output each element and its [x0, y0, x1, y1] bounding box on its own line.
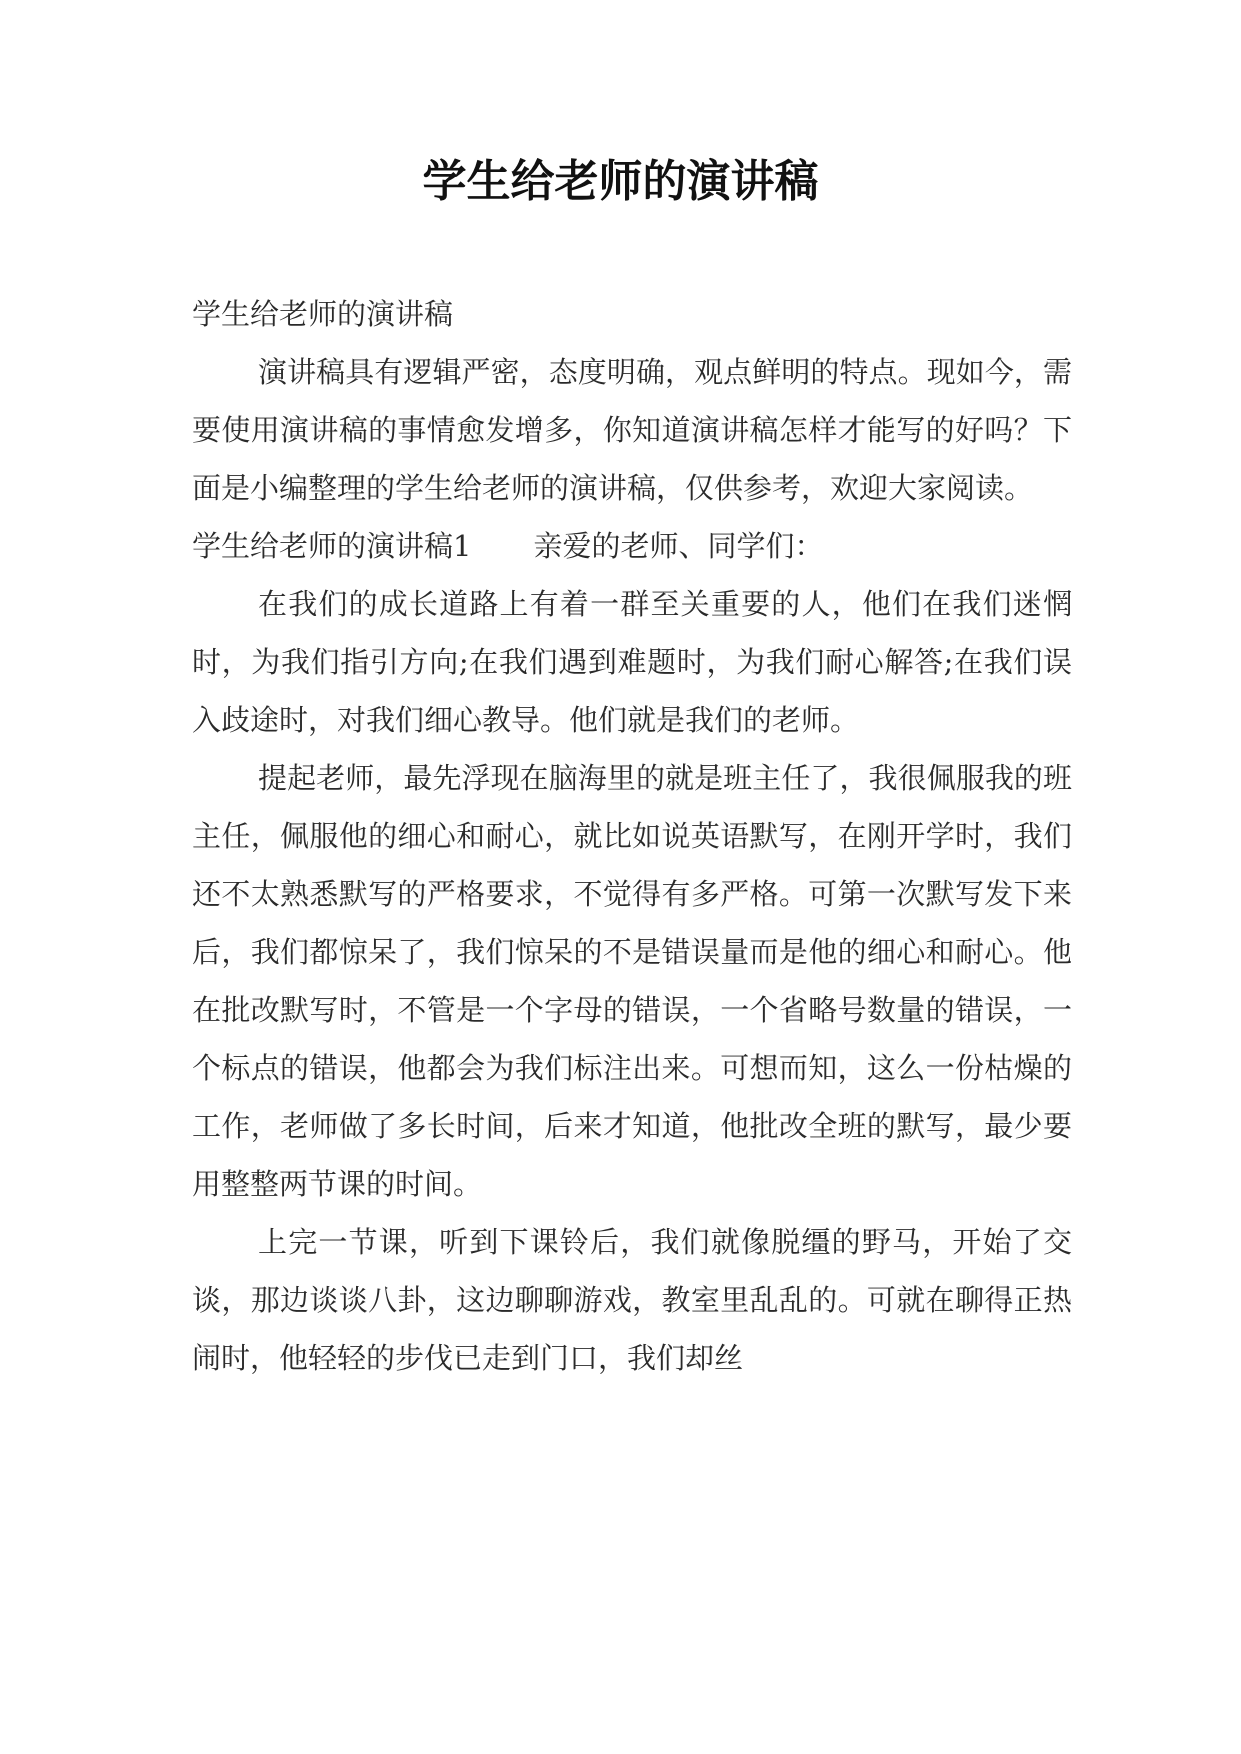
body-paragraph: 提起老师，最先浮现在脑海里的就是班主任了，我很佩服我的班主任，佩服他的细心和耐心，就比如说英语默写，在刚开学时，我们还不太熟悉默写的严格要求，不觉得有多严格。可第一次默写发下来后，我们都惊呆了，我们惊呆的不是错误量而是他的细心和耐心。他在批改默写时，不管是一个字母的错误，一个省略号数量的错误，一个标点的错误，他都会为我们标注出来。可想而知，这么一份枯燥的工作，老师做了多长时间，后来才知道，他批改全班的默写，最少要用整整两节课的时间。	[192, 761, 1072, 1201]
intro-paragraph: 演讲稿具有逻辑严密，态度明确，观点鲜明的特点。现如今，需要使用演讲稿的事情愈发增多，你知道演讲稿怎样才能写的好吗？下面是小编整理的学生给老师的演讲稿，仅供参考，欢迎大家阅读。	[192, 355, 1072, 505]
section-heading-line	[192, 517, 1072, 575]
body-paragraph: 在我们的成长道路上有着一群至关重要的人，他们在我们迷惘时，为我们指引方向;在我们遇到难题时，为我们耐心解答;在我们误入歧途时，对我们细心教导。他们就是我们的老师。	[192, 587, 1072, 737]
document-title: 学生给老师的演讲稿	[422, 156, 819, 207]
document-subtitle: 学生给老师的演讲稿	[192, 297, 454, 331]
document-body	[192, 285, 1072, 1387]
section-heading: 学生给老师的演讲稿1	[192, 529, 472, 563]
body-paragraph: 上完一节课，听到下课铃后，我们就像脱缰的野马，开始了交谈，那边谈谈八卦，这边聊聊游戏，教室里乱乱的。可就在聊得正热闹时，他轻轻的步伐已走到门口，我们却丝	[192, 1225, 1072, 1375]
greeting: 亲爱的老师、同学们：	[533, 529, 824, 563]
